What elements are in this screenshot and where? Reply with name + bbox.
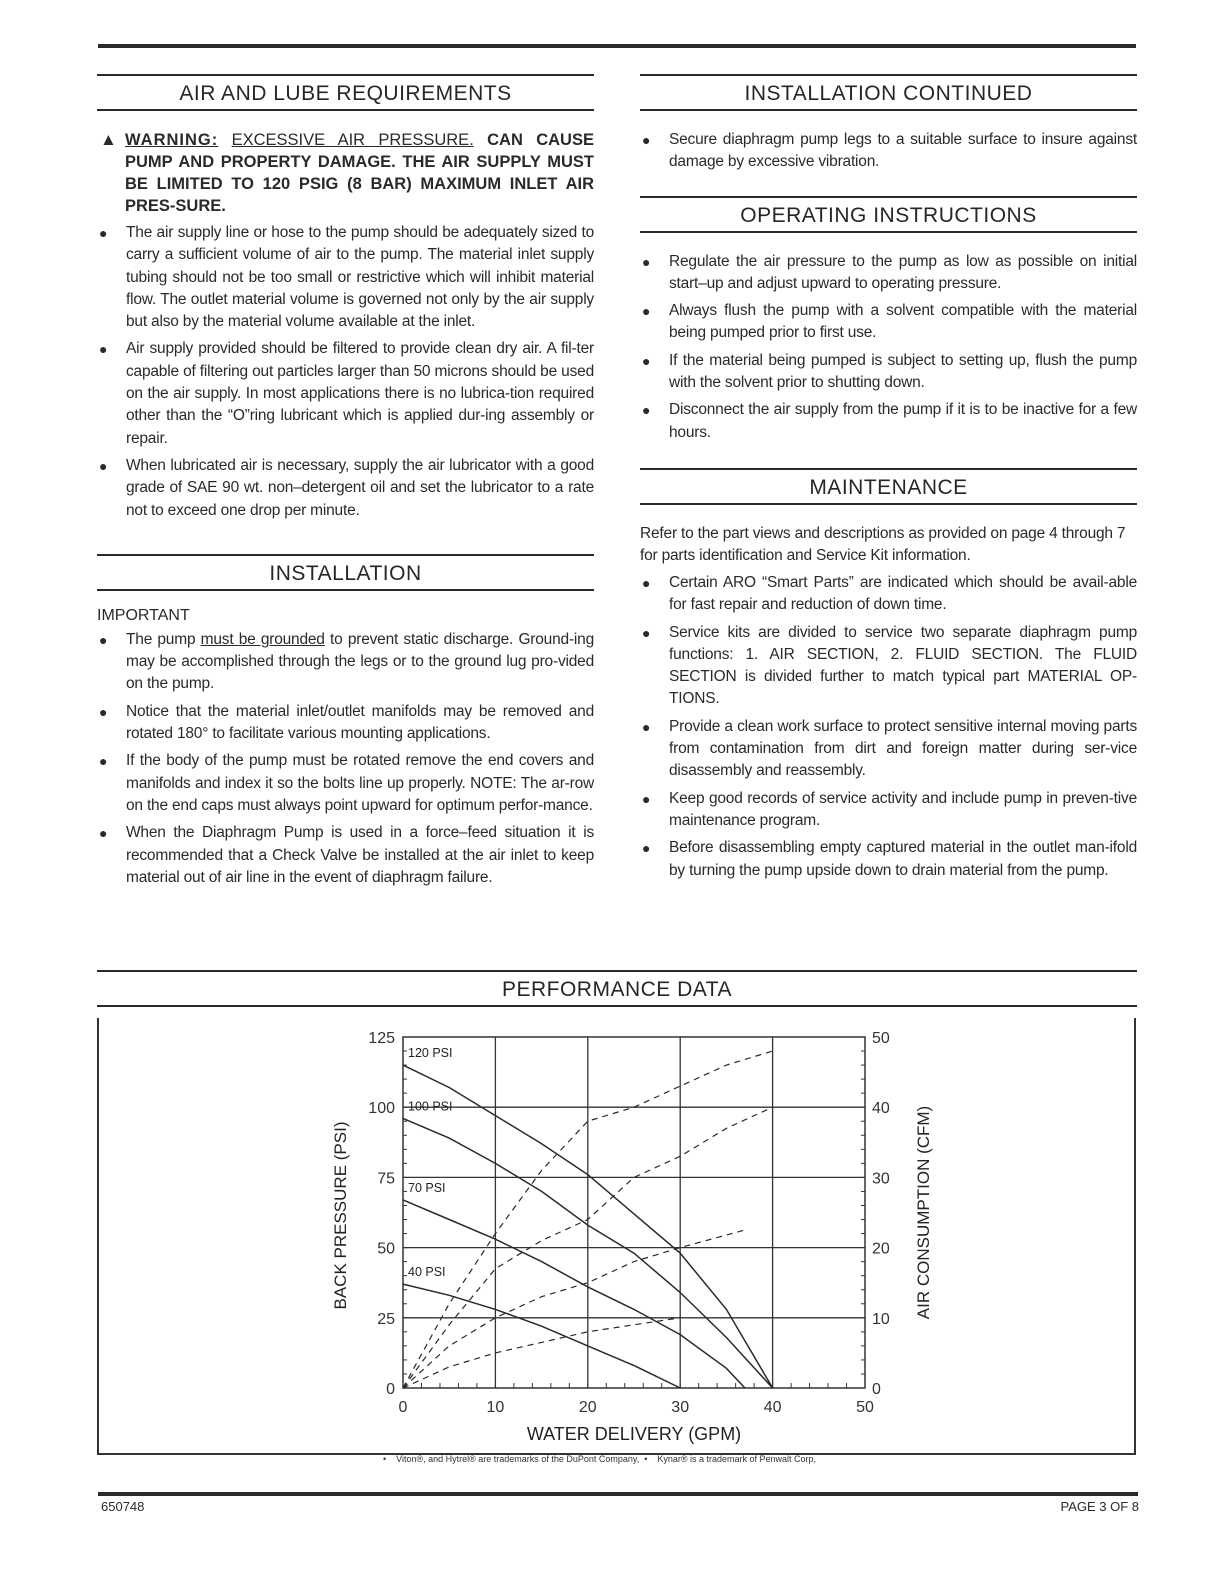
list-item: ● Regulate the air pressure to the pump as low as possible on initial start–up and adjust upward to operating pressure.: [642, 252, 1137, 292]
warning-text: CAN CAUSE PUMP AND PROPERTY DAMAGE. THE AIR SUPPLY MUST BE LIMITED TO 120 PSIG (8 BAR) MAXIMUM INLET AIR PRES-SURE.: [125, 131, 594, 215]
curve-label: 120 PSI: [408, 1046, 453, 1061]
bullet-icon: ●: [642, 718, 651, 735]
bullet-icon: ●: [642, 574, 651, 591]
bullet-icon: ●: [99, 631, 108, 648]
section-title-installation-continued: INSTALLATION CONTINUED: [640, 74, 1137, 111]
bullet-icon: ●: [642, 303, 651, 320]
y2-axis-label: AIR CONSUMPTION (CFM): [914, 1105, 933, 1320]
warning-underlined: EXCESSIVE AIR PRESSURE.: [231, 131, 474, 149]
x-tick-label: 20: [578, 1399, 597, 1416]
air-consumption-curve: [403, 1230, 745, 1388]
section-title-installation: INSTALLATION: [97, 554, 594, 591]
bullet-icon: ●: [642, 624, 651, 641]
bullet-icon: ●: [642, 352, 651, 369]
list-item: ● Certain ARO “Smart Parts” are indicated which should be avail-able for fast repair and reduction of down time.: [642, 573, 1137, 614]
y2-tick-label: 30: [872, 1170, 890, 1188]
warning-label: WARNING:: [125, 131, 219, 149]
curve-label: 70 PSI: [408, 1180, 446, 1195]
trademark-footnote: • Viton®, and Hytrel® are trademarks of the DuPont Company, • Kynar® is a trademark of Penwalt Corp,: [383, 1454, 817, 1464]
list-item: ● Keep good records of service activity and include pump in preven-tive maintenance program.: [642, 789, 1137, 829]
bullet-icon: ●: [99, 825, 108, 842]
list-item: ● The pump must be grounded to prevent static discharge. Ground-ing may be accomplished through the legs or to the ground lug pro-vided on the pump.: [99, 630, 594, 693]
maintenance-intro: Refer to the part views and descriptions as provided on page 4 through 7 for parts identification and Service Kit information.: [640, 524, 1126, 564]
section-title-air-lube: AIR AND LUBE REQUIREMENTS: [97, 74, 594, 111]
list-item: ● Secure diaphragm pump legs to a suitable surface to insure against damage by excessive vibration.: [642, 131, 1137, 171]
important-subhead: IMPORTANT: [97, 606, 190, 624]
bottom-rule: [98, 1492, 1138, 1496]
air-consumption-curve: [403, 1318, 680, 1388]
y-tick-label: 50: [377, 1240, 395, 1258]
list-item: ● If the material being pumped is subject to setting up, flush the pump with the solvent prior to shutting down.: [642, 351, 1137, 392]
list-item: ● Provide a clean work surface to protect sensitive internal moving parts from contamination from dirt and foreign matter during ser-vice disassembly and reassembly.: [642, 717, 1137, 780]
list-item: ● Air supply provided should be filtered to provide clean dry air. A fil-ter capable of filtering out particles larger than 50 microns should be used on the air supply. In most applications there is no lubrica-tion required other than the “O”ring lubricant which is applied dur-ing assembly or repair.: [99, 340, 594, 447]
bullet-icon: ●: [99, 457, 108, 474]
document-number: 650748: [101, 1499, 145, 1514]
curve-label: 40 PSI: [408, 1265, 446, 1280]
curve-label: 100 PSI: [408, 1099, 453, 1114]
list-item: ● Notice that the material inlet/outlet manifolds may be removed and rotated 180° to facilitate various mounting applications.: [99, 702, 594, 743]
y-tick-label: 0: [386, 1381, 395, 1398]
bullet-icon: ●: [99, 341, 108, 358]
back-pressure-curve: [403, 1200, 745, 1388]
list-item: ● When the Diaphragm Pump is used in a force–feed situation it is recommended that a Check Valve be installed at the air inlet to keep material out of air line in the event of diaphragm failure.: [99, 824, 594, 886]
bullet-icon: ●: [99, 753, 108, 770]
bullet-icon: ●: [99, 225, 108, 241]
y2-tick-label: 10: [872, 1310, 890, 1328]
bullet-icon: ●: [642, 132, 651, 148]
list-item: ● Service kits are divided to service two separate diaphragm pump functions: 1. AIR SECTION, 2. FLUID SECTION. The FLUID SECTION is divided further to match typical part MATERIAL OP-TIONS.: [642, 623, 1137, 708]
y-axis-label: BACK PRESSURE (PSI): [331, 1121, 350, 1310]
back-pressure-curve: [403, 1284, 680, 1388]
page-number: PAGE 3 OF 8: [1060, 1499, 1139, 1514]
y-tick-label: 25: [377, 1310, 395, 1328]
x-tick-label: 30: [671, 1399, 690, 1416]
y2-tick-label: 0: [872, 1381, 881, 1398]
y2-tick-label: 40: [872, 1100, 890, 1118]
list-item: ● Always flush the pump with a solvent compatible with the material being pumped prior to first use.: [642, 302, 1137, 342]
x-axis-label: WATER DELIVERY (GPM): [526, 1424, 742, 1444]
list-item: ● When lubricated air is necessary, supply the air lubricator with a good grade of SAE 90 wt. non–detergent oil and set the lubricator to a rate not to exceed one drop per minute.: [99, 456, 594, 519]
x-tick-label: 10: [486, 1399, 505, 1416]
plot-area: [403, 1037, 865, 1388]
section-title-maintenance: MAINTENANCE: [640, 468, 1137, 505]
bullet-icon: ●: [99, 703, 108, 720]
section-title-performance: PERFORMANCE DATA: [97, 970, 1137, 1007]
list-item: ● Before disassembling empty captured material in the outlet man-ifold by turning the pump upside down to drain material from the pump.: [642, 839, 1137, 879]
y-tick-label: 125: [368, 1030, 395, 1047]
bullet-icon: ●: [642, 790, 651, 807]
y2-tick-label: 20: [872, 1240, 890, 1258]
grounded-emphasis: must be grounded: [200, 630, 325, 648]
list-item: ● The air supply line or hose to the pump should be adequately sized to carry a sufficient volume of air to the pump. The material inlet supply tubing should not be too small or restrictive which will inhibit material flow. The outlet material volume is governed not only by the air supply but also by the material volume available at the inlet.: [99, 224, 594, 331]
warning-triangle-icon: ▲: [100, 130, 117, 149]
x-tick-label: 40: [763, 1399, 782, 1416]
y-tick-label: 100: [368, 1100, 395, 1118]
y2-tick-label: 50: [872, 1030, 890, 1047]
x-tick-label: 50: [856, 1399, 874, 1416]
list-item: ● Disconnect the air supply from the pump if it is to be inactive for a few hours.: [642, 401, 1137, 441]
bullet-icon: ●: [642, 253, 651, 270]
bullet-icon: ●: [642, 402, 651, 419]
bullet-icon: ●: [642, 840, 651, 857]
section-title-operating: OPERATING INSTRUCTIONS: [640, 196, 1137, 233]
list-item: ● If the body of the pump must be rotated remove the end covers and manifolds and index it so the bolts line up properly. NOTE: The ar-row on the end caps must always point upward for optimum perfor-mance.: [99, 752, 594, 814]
x-tick-label: 0: [398, 1399, 408, 1416]
y-tick-label: 75: [377, 1170, 395, 1188]
